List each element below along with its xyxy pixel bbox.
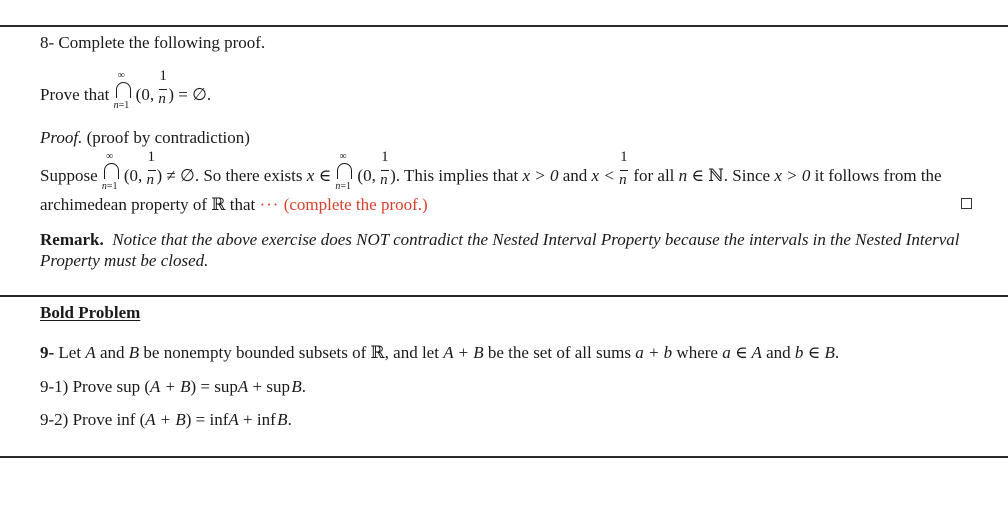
intersection-operator [335, 151, 356, 192]
text: ) = sup [190, 377, 238, 396]
var: B [128, 343, 140, 362]
proof-label: Proof. [40, 128, 83, 147]
expr: A + B [145, 410, 186, 429]
remark [40, 229, 975, 271]
proof-line-2 [40, 195, 428, 215]
intersection-icon [104, 163, 119, 179]
text: Prove sup ( [68, 377, 151, 396]
text: ) = inf [185, 410, 229, 429]
limit-var: n [335, 181, 341, 192]
bottom-divider [0, 456, 1008, 458]
interval-close: ) [156, 166, 163, 185]
intersection-operator [113, 70, 135, 111]
lower-limit [335, 182, 351, 192]
condition: x > 0 [522, 166, 559, 185]
remark-label: Remark. [40, 230, 104, 249]
condition: x < [591, 166, 620, 185]
limit-rest: =1 [118, 100, 130, 111]
text: and [761, 343, 795, 362]
fraction-bar [381, 170, 389, 171]
text: ≠ ∅. So there exists [162, 166, 307, 185]
var: A [85, 343, 96, 362]
numerator: 1 [147, 149, 156, 165]
qed-square-icon [961, 198, 972, 209]
fraction-1-over-n [619, 149, 629, 188]
interval-close: ) [168, 85, 174, 104]
var-x: x [306, 166, 315, 185]
expr: b ∈ B [794, 343, 835, 362]
lower-limit [102, 182, 118, 192]
text: where [672, 343, 723, 362]
text: for all [629, 166, 679, 185]
numerator: 1 [381, 149, 389, 165]
fraction-bar [159, 89, 167, 90]
text: it follows from the [810, 166, 942, 185]
fraction-1-over-n [380, 149, 390, 188]
denominator: n [380, 172, 388, 188]
remark-text: Notice that the above exercise does NOT contradict the Nested Interval Property because the intervals in the Nested Interval Property must be closed. [40, 230, 960, 270]
text: . [287, 410, 292, 429]
part-label: 9-2) [40, 410, 69, 429]
condition: x > 0 [774, 166, 811, 185]
middle-divider [0, 295, 1008, 297]
fraction-bar [148, 170, 156, 171]
expr: A + B [150, 377, 191, 396]
upper-limit: ∞ [105, 151, 114, 162]
lower-limit [114, 101, 130, 111]
interval-open: (0, [357, 166, 381, 185]
expr: a ∈ A [722, 343, 762, 362]
numerator: 1 [159, 68, 167, 84]
top-divider [0, 25, 1008, 27]
proof-label-line [40, 128, 250, 148]
text: ∈ ℕ. Since [687, 166, 775, 185]
text: be nonempty bounded subsets of ℝ, and let [139, 343, 444, 362]
denominator: n [619, 172, 627, 188]
limit-var: n [113, 100, 119, 111]
problem-9-1 [40, 377, 306, 397]
proof-line-1 [40, 149, 942, 192]
expr: A + B [443, 343, 484, 362]
var: A [237, 377, 249, 396]
numerator: 1 [620, 149, 628, 165]
limit-rest: =1 [106, 181, 118, 192]
interval-open: (0, [135, 85, 159, 104]
heading-text: 8- Complete the following proof. [40, 33, 266, 52]
limit-var: n [101, 181, 107, 192]
text: . [834, 343, 840, 362]
fraction-1-over-n [158, 68, 168, 107]
text: + inf [238, 410, 276, 429]
text: + sup [248, 377, 290, 396]
text: ∈ [314, 166, 336, 185]
problem-8-heading [40, 33, 265, 53]
var: B [277, 410, 288, 429]
ellipsis: ··· [259, 195, 280, 214]
problem-9-statement [40, 343, 839, 363]
intersection-operator [101, 151, 123, 192]
interval-close: ) [390, 166, 396, 185]
fraction-bar [620, 170, 628, 171]
denominator: n [146, 172, 155, 188]
proof-method: (proof by contradiction) [86, 128, 250, 147]
text: Suppose [40, 166, 102, 185]
upper-limit: ∞ [339, 151, 347, 162]
problem-8-statement [40, 68, 212, 111]
intersection-icon [116, 82, 131, 98]
text: archimedean property of ℝ that [40, 195, 260, 214]
upper-limit: ∞ [117, 70, 125, 81]
text: Let [58, 343, 86, 362]
problem-number: 9- [40, 343, 55, 362]
text: Prove inf ( [68, 410, 146, 429]
var: B [291, 377, 302, 396]
text: and [558, 166, 592, 185]
problem-9-2 [40, 410, 292, 430]
fraction-1-over-n [146, 149, 157, 188]
intersection-icon [337, 163, 352, 179]
limit-rest: =1 [340, 181, 352, 192]
interval-open: (0, [123, 166, 147, 185]
text: and [95, 343, 129, 362]
text: . This implies that [395, 166, 523, 185]
section-heading: Bold Problem [40, 303, 141, 322]
var: A [228, 410, 239, 429]
bold-problem-heading [40, 303, 140, 323]
equals-empty: = ∅. [174, 85, 212, 104]
var-n: n [678, 166, 688, 185]
text: . [301, 377, 306, 396]
text: be the set of all sums [483, 343, 636, 362]
complete-proof-prompt: (complete the proof.) [279, 195, 428, 214]
denominator: n [158, 91, 166, 107]
statement-prefix: Prove that [40, 85, 114, 104]
expr: a + b [635, 343, 673, 362]
part-label: 9-1) [40, 377, 69, 396]
